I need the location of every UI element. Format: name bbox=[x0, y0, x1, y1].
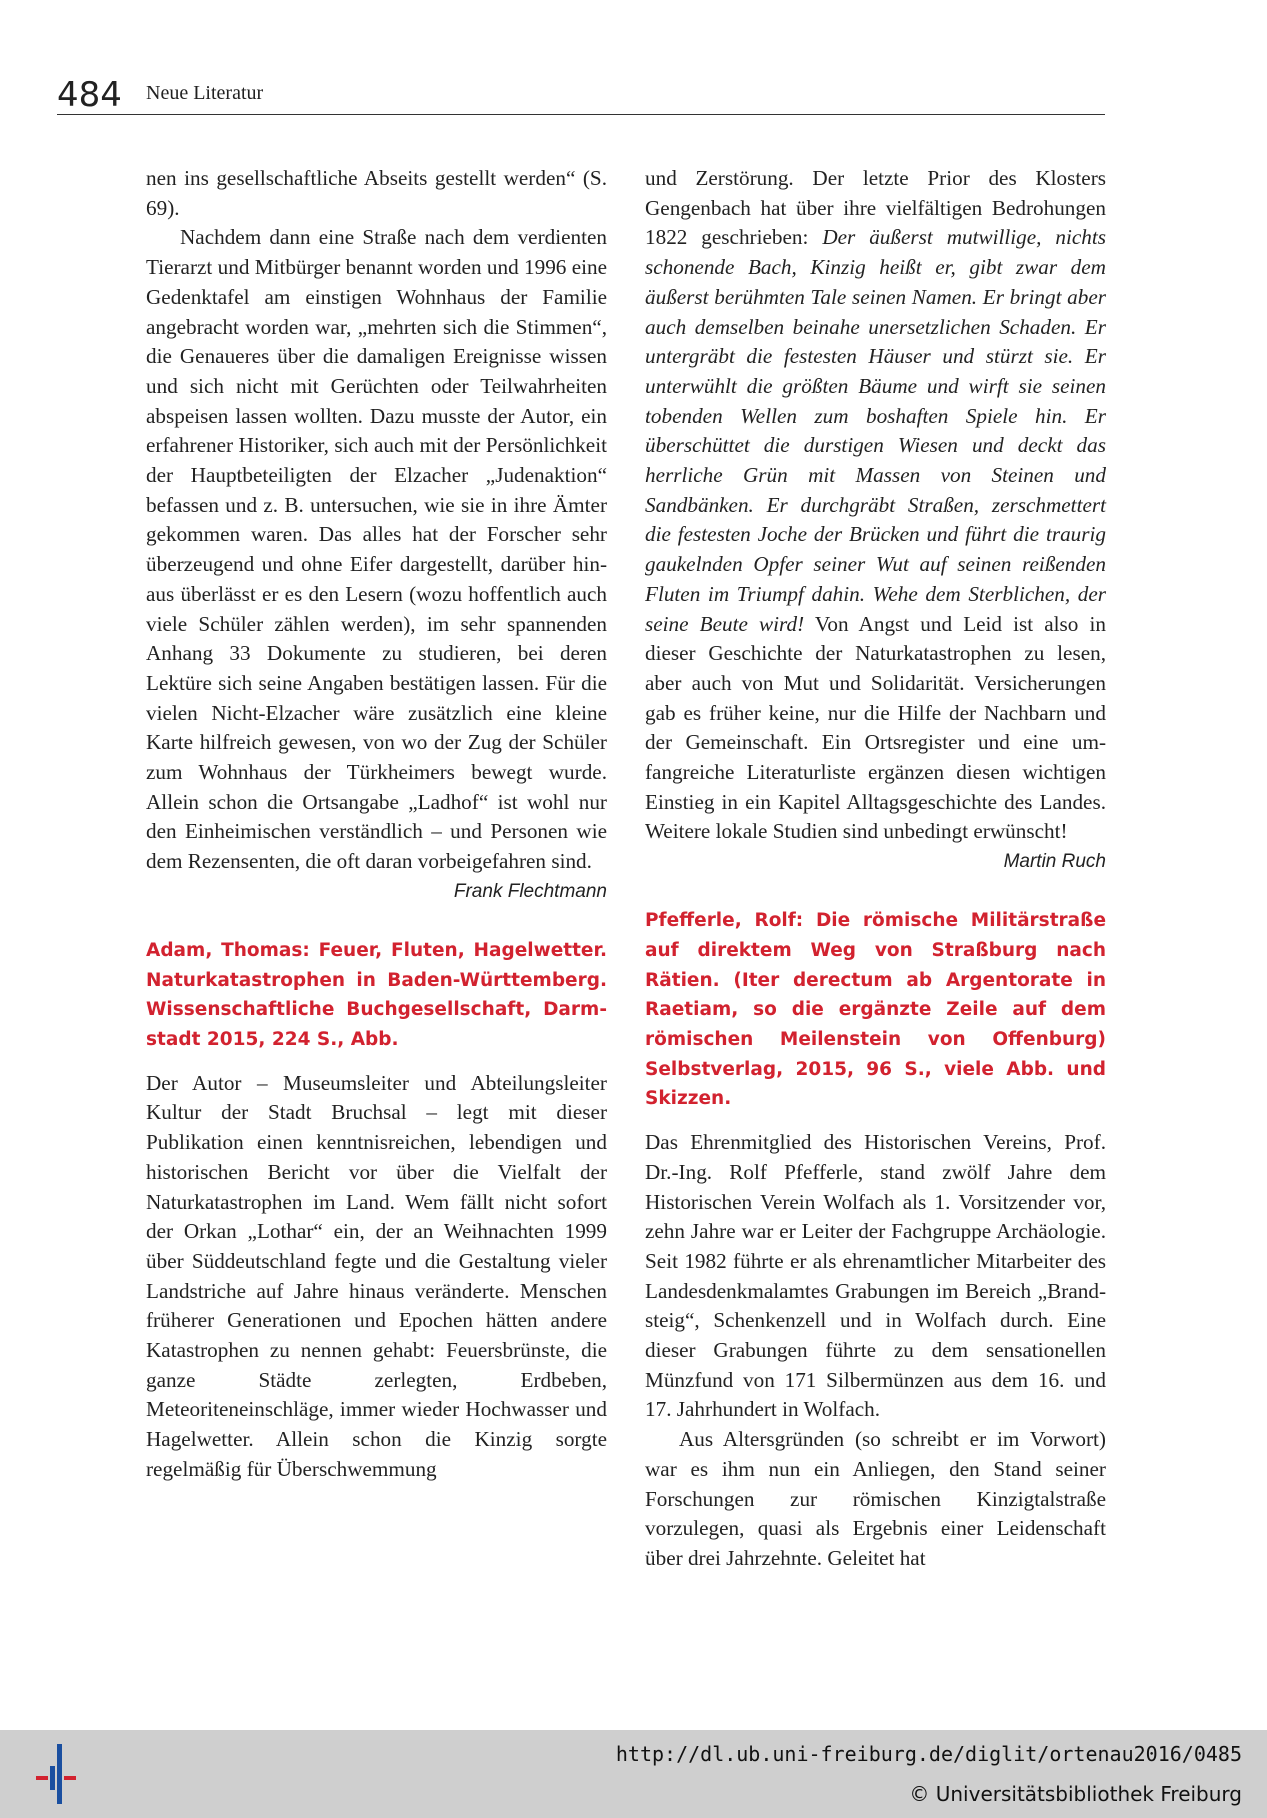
paragraph: Der Autor – Museumsleiter und Abteilungsleiter Kultur der Stadt Bruchsal – legt mit dieser Publikation einen kenntnisreichen, lebendigen und historischen Bericht vor über die Vielfalt der Naturkatastrophen im Land. Wem fällt nicht sofort der Orkan „Lothar“ ein, der an Weihnachten 1999 über Süddeutschland fegte und die Gestaltung vieler Landstriche auf Jahre hinaus veränderte. Menschen früherer Generationen und Epochen hätten andere Katastrophen zu nennen gehabt: Feuersbrünste, die ganze Städte zerlegten, Erdbeben, Meteoriteneinschläge, immer wieder Hochwasser und Hagelwetter. Allein schon die Kinzig sorgte regelmäßig für Überschwemmung bbox=[146, 1070, 607, 1481]
reviewer-signature: Martin Ruch bbox=[1003, 851, 1106, 873]
paragraph: nen ins gesellschaftliche Abseits gestellt werden“ (S. 69). bbox=[146, 166, 607, 220]
page-header bbox=[57, 75, 1105, 115]
right-column bbox=[645, 164, 1106, 1574]
paragraph: Aus Altersgründen (so schreibt er im Vorwort) war es ihm nun ein Anliegen, den Stand seiner Forschungen zur römischen Kinzigtalstraße vorzulegen, quasi als Ergebnis einer Leidenschaft über drei Jahrzehnte. Geleitet hat bbox=[645, 1427, 1106, 1570]
copyright-notice: © Universitätsbibliothek Freiburg bbox=[909, 1782, 1242, 1806]
paragraph-text: Von Angst und Leid ist also in dieser Geschichte der Naturkatastrophen zu lesen, aber auch von Mut und Solidarität. Versicherungen gab es früher keine, nur die Hilfe der Nachbarn und der Gemeinschaft. Ein Ortsregister und eine umfangreiche Literaturliste ergänzen diesen wichtigen Einstieg in ein Kapitel Alltagsgeschichte des Landes. Weitere lokale Studien sind unbedingt erwünscht! bbox=[645, 611, 1106, 844]
reviewer-signature: Frank Flechtmann bbox=[453, 880, 607, 902]
review-heading: Adam, Thomas: Feuer, Fluten, Hagelwetter. Naturkatastrophen in Baden-Württemberg. Wissenschaftliche Buchgesellschaft, Darmstadt 2015, 224 S., Abb. bbox=[146, 939, 607, 1050]
paragraph: Das Ehrenmitglied des Historischen Vereins, Prof. Dr.-Ing. Rolf Pfefferle, stand zwölf Jahre dem Historischen Verein Wolfach als 1. Vorsitzender vor, zehn Jahre war er Leiter der Fachgruppe Archäologie. Seit 1982 führte er als ehrenamtlicher Mitarbeiter des Landesdenkmalamtes Grabungen im Bereich „Brandsteig“, Schenkenzell und in Wolfach durch. Eine dieser Grabungen führte zu dem sensationellen Münzfund von 171 Silbermünzen aus dem 16. und 17. Jahrhundert in Wolfach. bbox=[645, 1130, 1106, 1422]
source-url: http://dl.ub.uni-freiburg.de/diglit/ortenau2016/0485 bbox=[615, 1742, 1242, 1766]
paragraph-text: Nachdem dann eine Straße nach dem verdienten Tierarzt und Mitbürger benannt worden und 1996 eine Gedenktafel am einstigen Wohnhaus der Familie angebracht worden war, „mehrten sich die Stimmen“, die Genaueres über die damaligen Ereignisse wissen und sich nicht mit Gerüchten oder Teilwahrheiten abspeisen lassen wollten. Dazu musste der Autor, ein erfahrener Historiker, sich auch mit der Persönlichkeit der Hauptbeteiligten der Elzacher „Judenaktion“ befassen und z. B. untersuchen, wie sie in ihre Ämter gekommen waren. Das alles hat der Forscher sehr überzeugend und ohne Eifer dargestellt, darüber hinaus überlässt er es den Lesern (wozu hoffentlich auch viele Schüler zählen werden), im sehr spannenden Anhang 33 Dokumente zu studieren, bei deren Lektüre sich seine Angaben bestätigen lassen. Für die vielen Nicht-Elzacher wäre zusätzlich eine kleine Karte hilfreich gewesen, von wo der Zug der Schüler zum Wohnhaus der Türkheimers bewegt wurde. Allein schon die Ortsangabe „Ladhof“ ist wohl nur den Einheimischen verständlich – und Personen wie dem Rezensenten, die oft daran vorbeigefahren sind. bbox=[146, 225, 607, 874]
footer-bar bbox=[0, 1730, 1267, 1818]
library-logo-icon bbox=[30, 1738, 82, 1810]
running-title: Neue Literatur bbox=[146, 82, 264, 104]
quotation: Der äußerst mutwillige, nichts schonende Bach, Kinzig heißt er, gibt zwar dem äußerst berühmten Tale seinen Namen. Er bringt aber auch demselben beinahe unersetzlichen Schaden. Er untergräbt die festesten Häuser und stürzt sie. Er unterwühlt die größten Bäume und wirft sie seinen tobenden Wellen zum boshaften Spiele hin. Er überschüttet die durstigen Wiesen und deckt das herrliche Grün mit Massen von Steinen und Sandbänken. Er durchgräbt Straßen, zerschmettert die festesten Joche der Brücken und führt die traurig gaukelnden Opfer seiner Wut auf seinen reißenden Fluten im Triumpf dahin. Wehe dem Sterblichen, der seine Beute wird! bbox=[645, 225, 1106, 636]
review-paragraph bbox=[146, 223, 607, 902]
paragraph-text: und Zerstörung. Der letzte Prior des Klosters Gengenbach hat über ihre vielfältigen Bedrohungen 1822 geschrieben: bbox=[645, 166, 1106, 250]
review-heading: Pfefferle, Rolf: Die römische Militärstraße auf direktem Weg von Straßburg nach Rätien. (Iter derectum ab Argentorate in Raetiam, so die ergänzte Zeile auf dem römischen Meilenstein von Offenburg) Selbstverlag, 2015, 96 S., viele Abb. und Skizzen. bbox=[645, 910, 1106, 1110]
page-number: 484 bbox=[57, 75, 122, 115]
review-paragraph bbox=[645, 164, 1106, 873]
left-column bbox=[146, 164, 607, 1485]
